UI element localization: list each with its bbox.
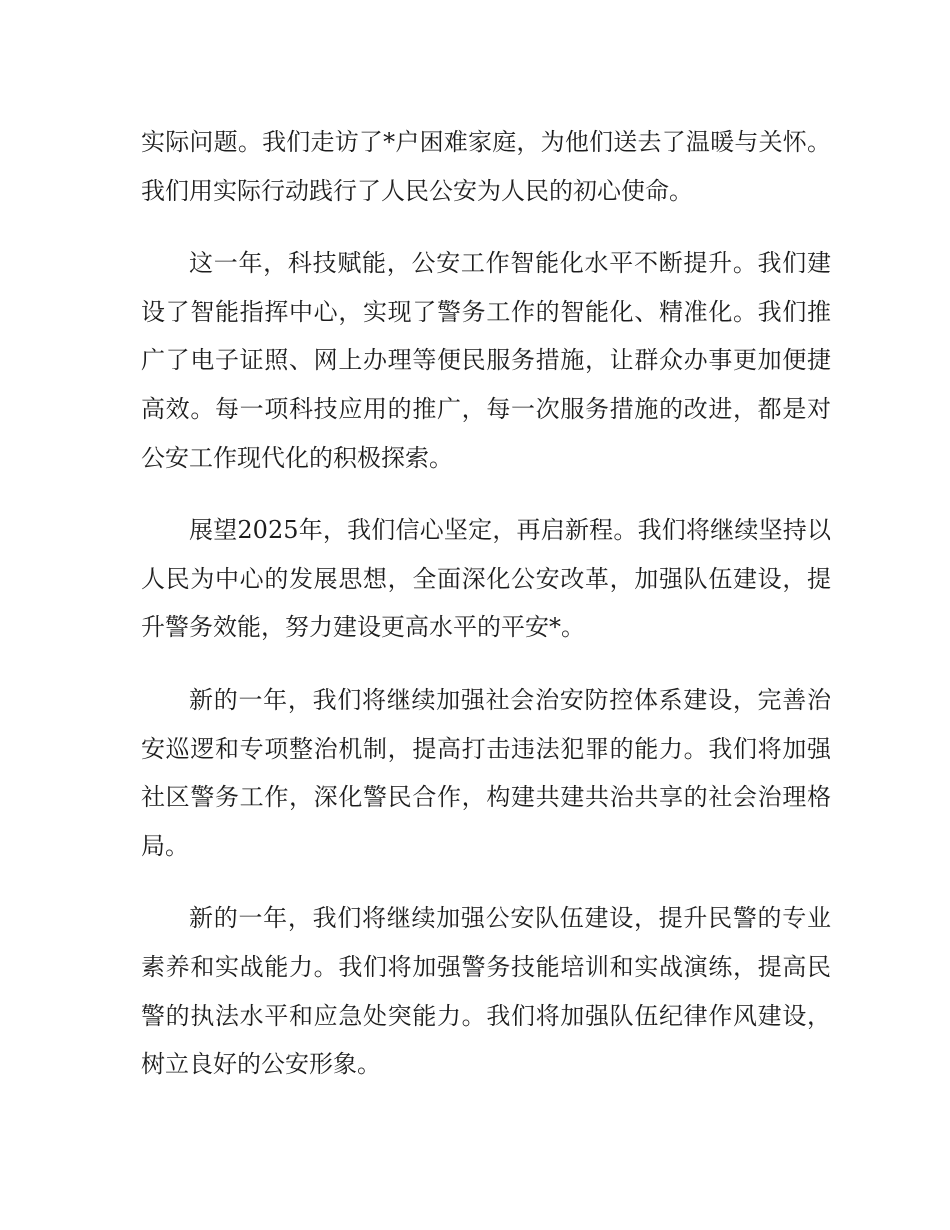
paragraph-technology: 这一年，科技赋能，公安工作智能化水平不断提升。我们建设了智能指挥中心，实现了警务工作的智能化、精准化。我们推广了电子证照、网上办理等便民服务措施，让群众办事更加便捷高效。每一项科技应用的推广，每一次服务措施的改进，都是对公安工作现代化的积极探索。 <box>141 249 831 472</box>
paragraph-outlook-2025: 展望2025年，我们信心坚定，再启新程。我们将继续坚持以人民为中心的发展思想，全面深化公安改革，加强队伍建设，提升警务效能，努力建设更高水平的平安*。 <box>141 516 831 642</box>
paragraph-continuation: 实际问题。我们走访了*户困难家庭，为他们送去了温暖与关怀。我们用实际行动践行了人民公安为人民的初心使命。 <box>141 128 831 205</box>
document-body <box>141 118 831 1113</box>
paragraph-public-security: 新的一年，我们将继续加强社会治安防控体系建设，完善治安巡逻和专项整治机制，提高打击违法犯罪的能力。我们将加强社区警务工作，深化警民合作，构建共建共治共享的社会治理格局。 <box>141 685 831 860</box>
paragraph-team-building: 新的一年，我们将继续加强公安队伍建设，提升民警的专业素养和实战能力。我们将加强警务技能培训和实战演练，提高民警的执法水平和应急处突能力。我们将加强队伍纪律作风建设，树立良好的公安形象。 <box>141 904 831 1079</box>
